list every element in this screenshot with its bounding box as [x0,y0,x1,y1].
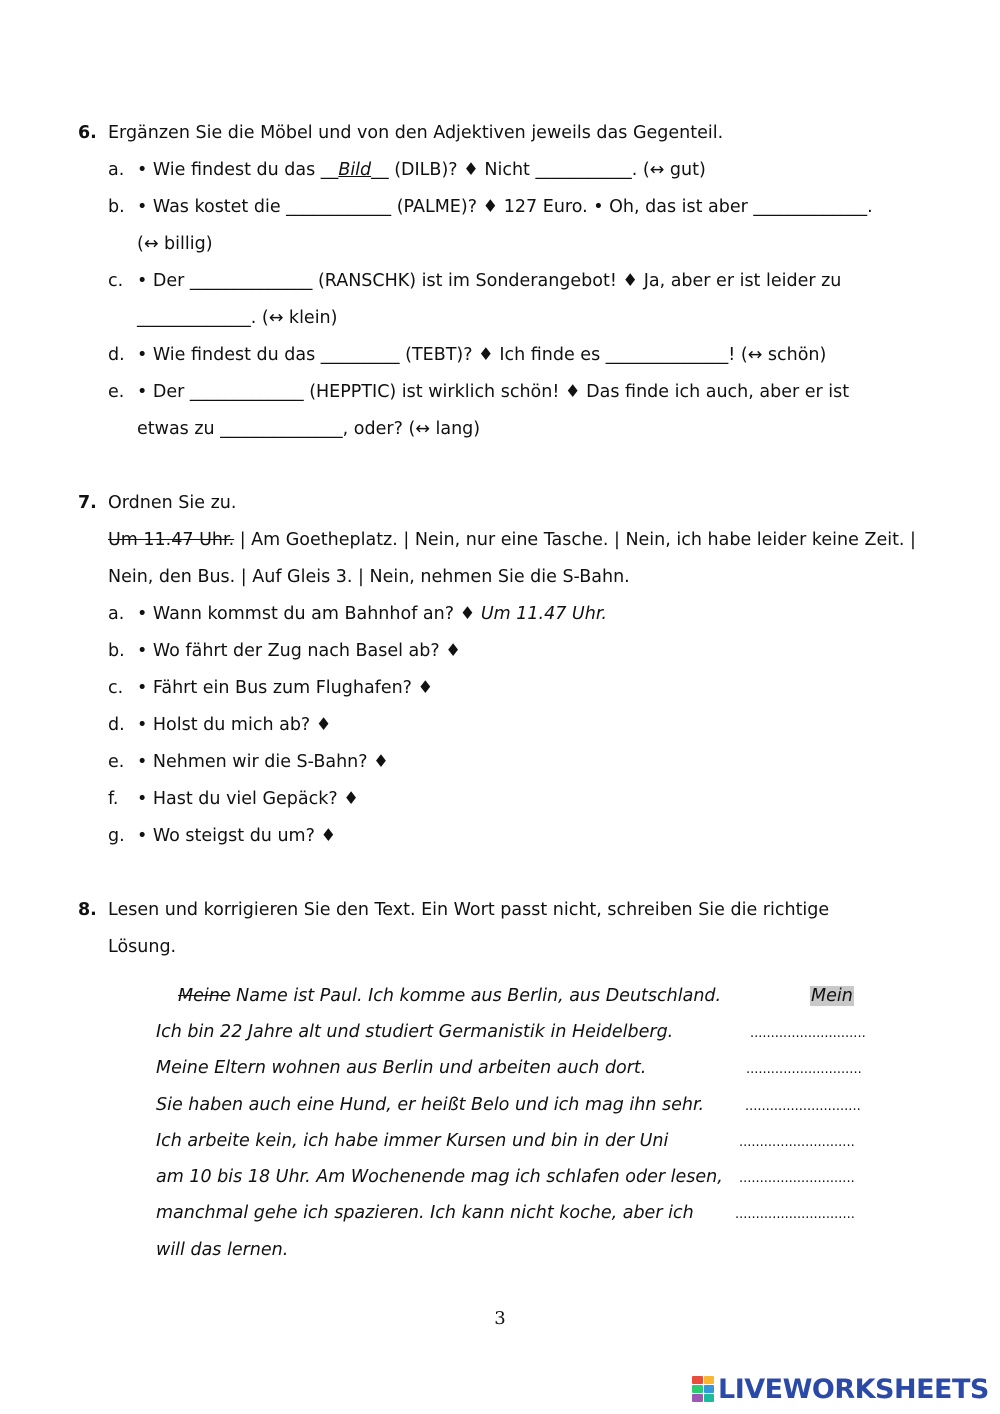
question-item [137,602,607,626]
item-letter: a. [108,160,125,180]
correction-field[interactable]: ............................ [745,1099,861,1114]
question-item [137,676,433,700]
word-bank-line1 [108,528,916,552]
item-e-line1: • Der _____________ (HEPPTIC) ist wirklich schön! ♦ Das finde ich auch, aber er ist [137,382,850,402]
correction-field[interactable]: ............................ [746,1062,862,1077]
correction-field[interactable]: ............................. [735,1207,855,1222]
question-text: • Wo steigst du um? ♦ [137,826,337,846]
text-line-1 [178,984,721,1008]
item-letter: f. [108,789,119,809]
item-letter: a. [108,604,125,624]
item-letter: c. [108,678,124,698]
word-bank-options: | Am Goetheplatz. | Nein, nur eine Tasche. | Nein, ich habe leider keine Zeit. | [234,530,916,550]
word-bank-line2: Nein, den Bus. | Auf Gleis 3. | Nein, nehmen Sie die S-Bahn. [108,567,630,587]
question-text: • Hast du viel Gepäck? ♦ [137,789,359,809]
task-number: 6. [78,123,97,143]
correction-field[interactable]: ............................ [739,1171,855,1186]
item-letter: d. [108,345,125,365]
item-letter: e. [108,752,125,772]
brand-name: LIVEWORKSHEETS [718,1373,989,1405]
item-letter: g. [108,826,125,846]
task-instruction: Lesen und korrigieren Sie den Text. Ein Wort passt nicht, schreiben Sie die richtige [108,900,830,920]
text-line: manchmal gehe ich spazieren. Ich kann nicht koche, aber ich [156,1203,694,1223]
task-instruction: Ergänzen Sie die Möbel und von den Adjektiven jeweils das Gegenteil. [108,123,724,143]
item-letter: c. [108,271,124,291]
item-text: __ (DILB)? ♦ Nicht ___________. (↔ gut) [371,160,706,180]
item-text: • Wie findest du das __ [137,160,339,180]
item-letter: b. [108,641,125,661]
correction-field[interactable]: ............................ [739,1135,855,1150]
used-option: Um 11.47 Uhr. [108,530,235,550]
item-c-line1: • Der ______________ (RANSCHK) ist im Sonderangebot! ♦ Ja, aber er ist leider zu [137,271,842,291]
item-letter: e. [108,382,125,402]
item-b-line1: • Was kostet die ____________ (PALME)? ♦ 127 Euro. • Oh, das ist aber _____________. [137,197,873,217]
brand-logo-wrapper [692,1373,989,1405]
question-text: • Wann kommst du am Bahnhof an? ♦ [137,604,481,624]
question-text: • Fährt ein Bus zum Flughafen? ♦ [137,678,434,698]
task-number: 7. [78,493,97,513]
text-line: Sie haben auch eine Hund, er heißt Belo und ich mag ihn sehr. [156,1095,705,1115]
struck-word: Meine [178,986,231,1006]
filled-answer: Bild [338,160,372,180]
text-line: Name ist Paul. Ich komme aus Berlin, aus Deutschland. [230,986,722,1006]
item-letter: b. [108,197,125,217]
text-line: am 10 bis 18 Uhr. Am Wochenende mag ich schlafen oder lesen, [156,1167,723,1187]
task-instruction: Ordnen Sie zu. [108,493,237,513]
correction-answer [810,984,854,1008]
item-letter: d. [108,715,125,735]
liveworksheets-logo-icon [692,1376,714,1402]
item-e-line2: etwas zu ______________, oder? (↔ lang) [137,419,481,439]
page-number: 3 [494,1308,506,1329]
item-c-line2: _____________. (↔ klein) [137,308,338,328]
question-text: • Wo fährt der Zug nach Basel ab? ♦ [137,641,461,661]
task-instruction-cont: Lösung. [108,937,177,957]
item-b-line2: (↔ billig) [137,234,213,254]
question-item [137,824,336,848]
question-text: • Holst du mich ab? ♦ [137,715,332,735]
item-d-line1: • Wie findest du das _________ (TEBT)? ♦ Ich finde es ______________! (↔ schön) [137,345,827,365]
text-line: Ich arbeite kein, ich habe immer Kursen und bin in der Uni [156,1131,669,1151]
question-item [137,713,331,737]
question-item [137,750,389,774]
text-line: will das lernen. [156,1240,289,1260]
answer-slot[interactable]: Um 11.47 Uhr. [480,604,607,624]
highlighted-answer: Mein [811,986,853,1006]
question-item [137,787,359,811]
text-line: Ich bin 22 Jahre alt und studiert Germanistik in Heidelberg. [156,1022,674,1042]
question-item [137,639,461,663]
correction-field[interactable]: ............................ [750,1026,866,1041]
question-text: • Nehmen wir die S-Bahn? ♦ [137,752,389,772]
task-number: 8. [78,900,97,920]
item-a [137,158,706,182]
text-line: Meine Eltern wohnen aus Berlin und arbeiten auch dort. [156,1058,647,1078]
